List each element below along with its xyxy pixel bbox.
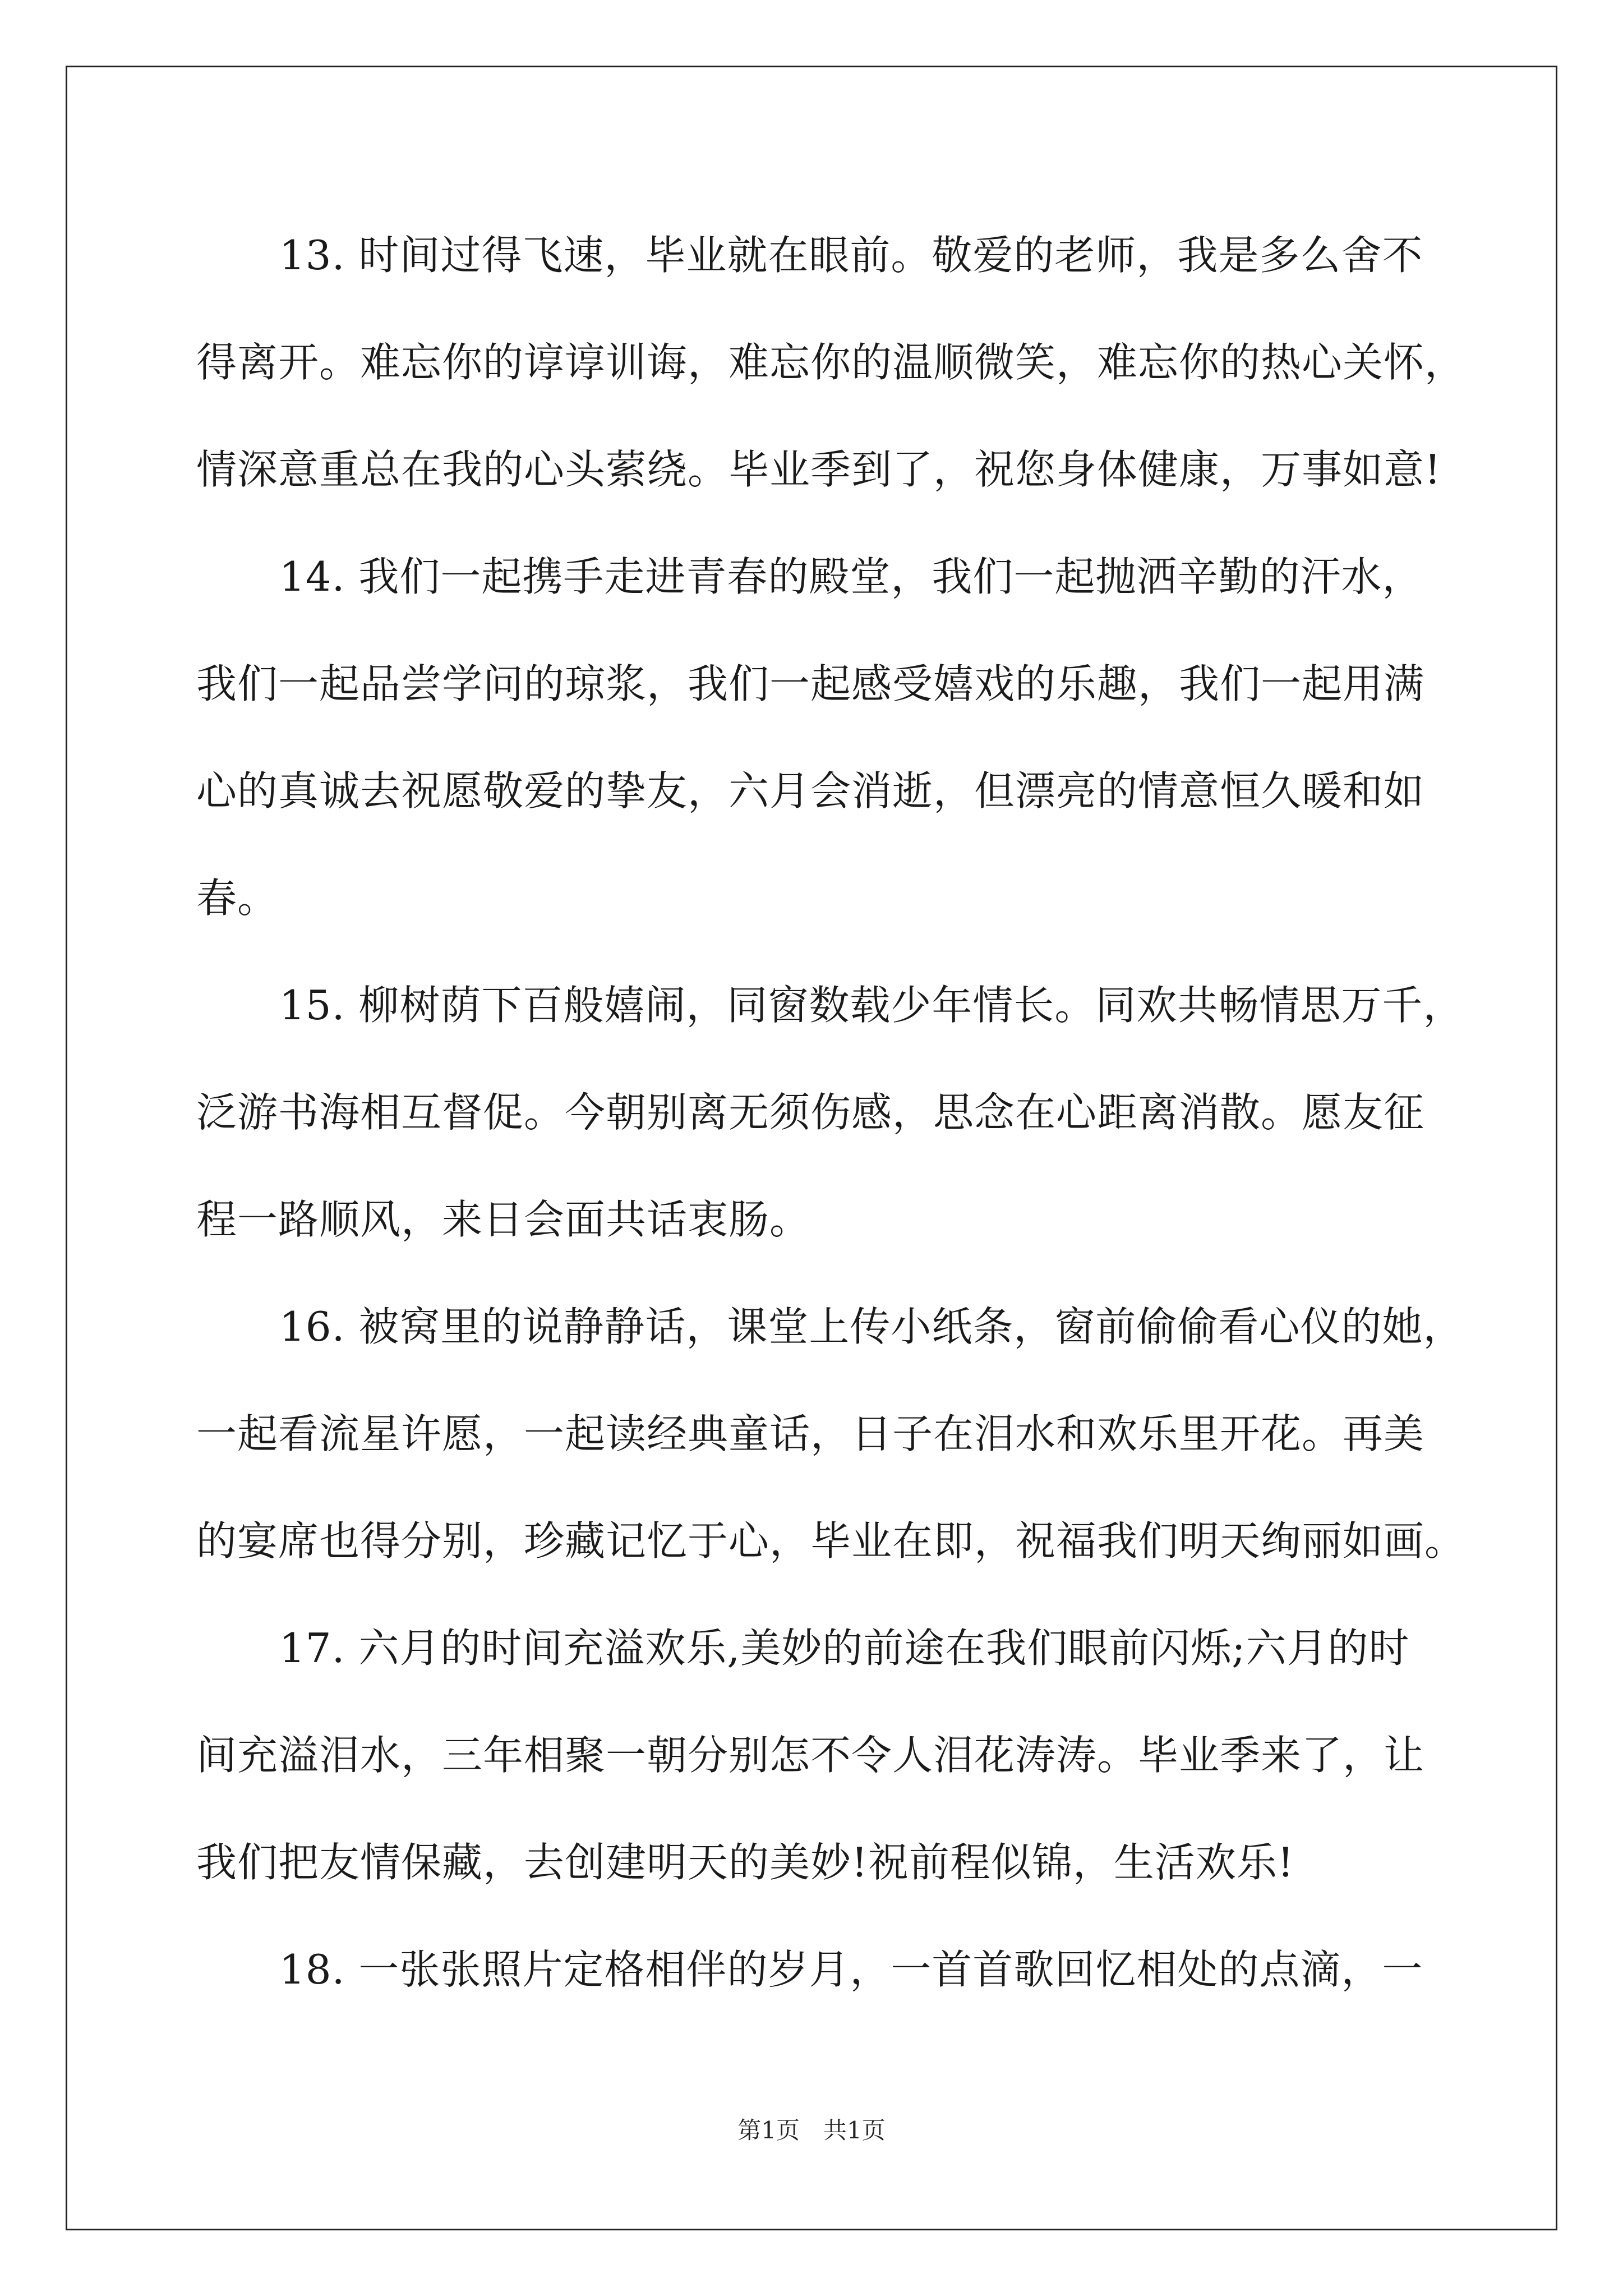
paragraph-17 [196, 1595, 1424, 1916]
text-line: 13. 时间过得飞速，毕业就在眼前。敬爱的老师，我是多么舍不 [279, 232, 1423, 279]
text-line: 15. 柳树荫下百般嬉闹，同窗数载少年情长。同欢共畅情思万千， [279, 982, 1464, 1029]
paragraph-13 [196, 202, 1466, 523]
paragraph-18 [196, 1916, 1424, 2023]
text-line: 17. 六月的时间充溢欢乐,美妙的前途在我们眼前闪烁;六月的时 [279, 1625, 1410, 1672]
text-line: 间充溢泪水，三年相聚一朝分别怎不令人泪花涛涛。毕业季来了，让 [196, 1732, 1425, 1779]
text-line: 18. 一张张照片定格相伴的岁月，一首首歌回忆相处的点滴，一 [279, 1946, 1423, 1993]
text-line: 的宴席也得分别，珍藏记忆于心，毕业在即，祝福我们明天绚丽如画。 [196, 1517, 1466, 1565]
text-line: 14. 我们一起携手走进青春的殿堂，我们一起抛洒辛勤的汗水， [279, 553, 1423, 600]
text-line: 一起看流星许愿，一起读经典童话，日子在泪水和欢乐里开花。再美 [196, 1410, 1425, 1457]
page-footer: 第1页 共1页 [737, 2116, 886, 2144]
paragraph-14 [196, 523, 1424, 952]
document-body [196, 202, 1466, 2023]
paragraph-16 [196, 1273, 1466, 1595]
text-line: 程一路顺风，来日会面共话衷肠。 [196, 1196, 811, 1243]
text-line: 16. 被窝里的说静静话，课堂上传小纸条，窗前偷偷看心仪的她， [279, 1303, 1464, 1350]
text-line: 泛游书海相互督促。今朝别离无须伤感，思念在心距离消散。愿友征 [196, 1089, 1425, 1136]
text-line: 我们一起品尝学问的琼浆，我们一起感受嬉戏的乐趣，我们一起用满 [196, 660, 1425, 707]
text-line: 得离开。难忘你的谆谆训诲，难忘你的温顺微笑，难忘你的热心关怀， [196, 339, 1466, 386]
text-line: 情深意重总在我的心头萦绕。毕业季到了，祝您身体健康，万事如意! [196, 446, 1441, 493]
text-line: 春。 [196, 875, 279, 922]
text-line: 我们把友情保藏，去创建明天的美妙!祝前程似锦，生活欢乐! [196, 1839, 1294, 1886]
paragraph-15 [196, 952, 1464, 1273]
text-line: 心的真诚去祝愿敬爱的挚友，六月会消逝，但漂亮的情意恒久暖和如 [196, 767, 1425, 815]
